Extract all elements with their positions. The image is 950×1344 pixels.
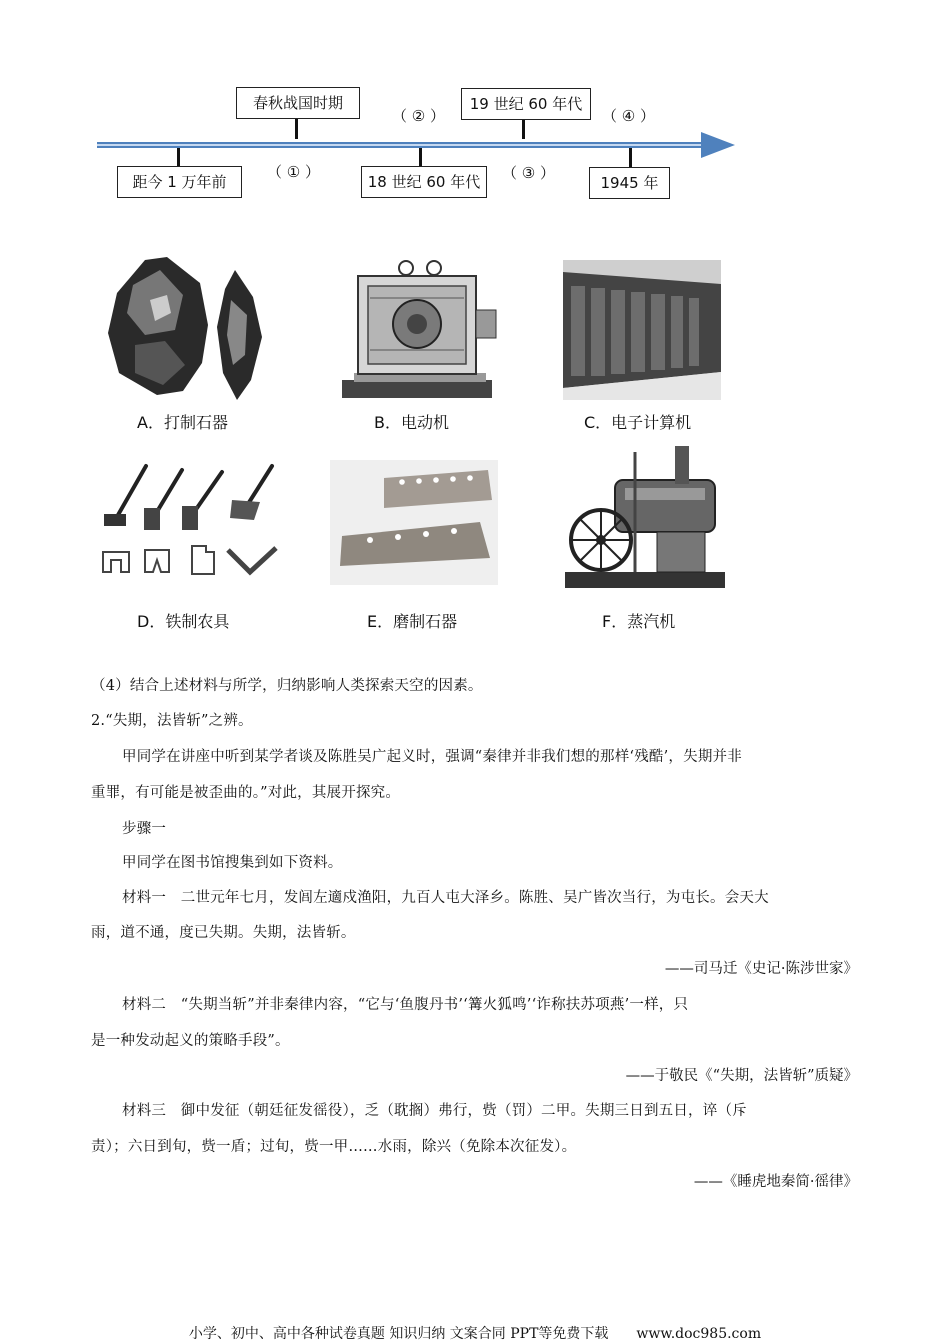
iron-tools-icon bbox=[100, 460, 280, 580]
timeline-tick bbox=[522, 118, 525, 139]
timeline-tick bbox=[629, 148, 632, 168]
timeline-event-bottom: 18 世纪 60 年代 bbox=[361, 166, 487, 198]
timeline-event-top: 19 世纪 60 年代 bbox=[461, 88, 591, 120]
material-3: 材料三 御中发征（朝廷征发徭役），乏（耽搁）弗行，赀（罚）二甲。失期三日到五日，谇（斥 bbox=[122, 1103, 747, 1119]
timeline-event-bottom: 1945 年 bbox=[589, 167, 670, 199]
question-4: （4）结合上述材料与所学，归纳影响人类探索天空的因素。 bbox=[91, 678, 483, 694]
footer: 小学、初中、高中各种试卷真题 知识归纳 文案合同 PPT等免费下载 www.doc985.com bbox=[188, 1326, 762, 1342]
intro-paragraph: 甲同学在讲座中听到某学者谈及陈胜吴广起义时，强调“秦律并非我们想的那样‘残酷’，失期并非 bbox=[122, 749, 742, 765]
computer-icon bbox=[563, 260, 721, 400]
image-caption: C．电子计算机 bbox=[584, 413, 692, 432]
material-2: 是一种发动起义的策略手段”。 bbox=[91, 1033, 290, 1049]
steam-engine-icon bbox=[563, 440, 728, 590]
timeline-event-top: 春秋战国时期 bbox=[236, 87, 360, 119]
material-1-source: ——司马迁《史记·陈涉世家》 bbox=[664, 961, 858, 977]
timeline-blank-1: （ ① ） bbox=[267, 163, 320, 181]
material-2: 材料二 “失期当斩”并非秦律内容，“它与‘鱼腹丹书’‘篝火狐鸣’‘诈称扶苏项燕’一样，只 bbox=[122, 997, 689, 1013]
electric-motor-icon bbox=[340, 258, 500, 400]
timeline-arrow bbox=[95, 128, 740, 160]
image-caption: A．打制石器 bbox=[137, 413, 228, 432]
timeline-tick bbox=[295, 117, 298, 139]
image-caption: F．蒸汽机 bbox=[602, 612, 676, 631]
timeline-blank-3: （ ③ ） bbox=[502, 164, 555, 182]
image-caption: B．电动机 bbox=[374, 413, 449, 432]
material-1: 雨，道不通，度已失期。失期，法皆斩。 bbox=[91, 925, 356, 941]
polished-stone-tool-icon bbox=[330, 460, 498, 585]
image-caption: E．磨制石器 bbox=[367, 612, 458, 631]
material-3-source: ——《睡虎地秦简·徭律》 bbox=[693, 1174, 858, 1190]
intro-paragraph: 重罪，有可能是被歪曲的。”对此，其展开探究。 bbox=[91, 785, 401, 801]
question-2-title: 2.“失期，法皆斩”之辨。 bbox=[91, 713, 253, 729]
step-heading: 步骤一 bbox=[122, 821, 167, 837]
material-1: 材料一 二世元年七月，发闾左適戍渔阳，九百人屯大泽乡。陈胜、吴广皆次当行，为屯长。会天大 bbox=[122, 890, 769, 906]
image-caption: D．铁制农具 bbox=[137, 612, 230, 631]
timeline-blank-2: （ ② ） bbox=[392, 107, 445, 125]
timeline-event-bottom: 距今 1 万年前 bbox=[117, 166, 242, 198]
collect-sentence: 甲同学在图书馆搜集到如下资料。 bbox=[122, 855, 343, 871]
timeline-blank-4: （ ④ ） bbox=[602, 107, 655, 125]
timeline-tick bbox=[177, 148, 180, 167]
material-2-source: ——于敬民《“失期，法皆斩”质疑》 bbox=[625, 1068, 858, 1084]
chipped-stone-tool-icon bbox=[105, 255, 270, 400]
timeline-tick bbox=[419, 148, 422, 167]
material-3: 责）；六日到旬，赀一盾；过旬，赀一甲……水雨，除兴（免除本次征发）。 bbox=[91, 1139, 577, 1155]
